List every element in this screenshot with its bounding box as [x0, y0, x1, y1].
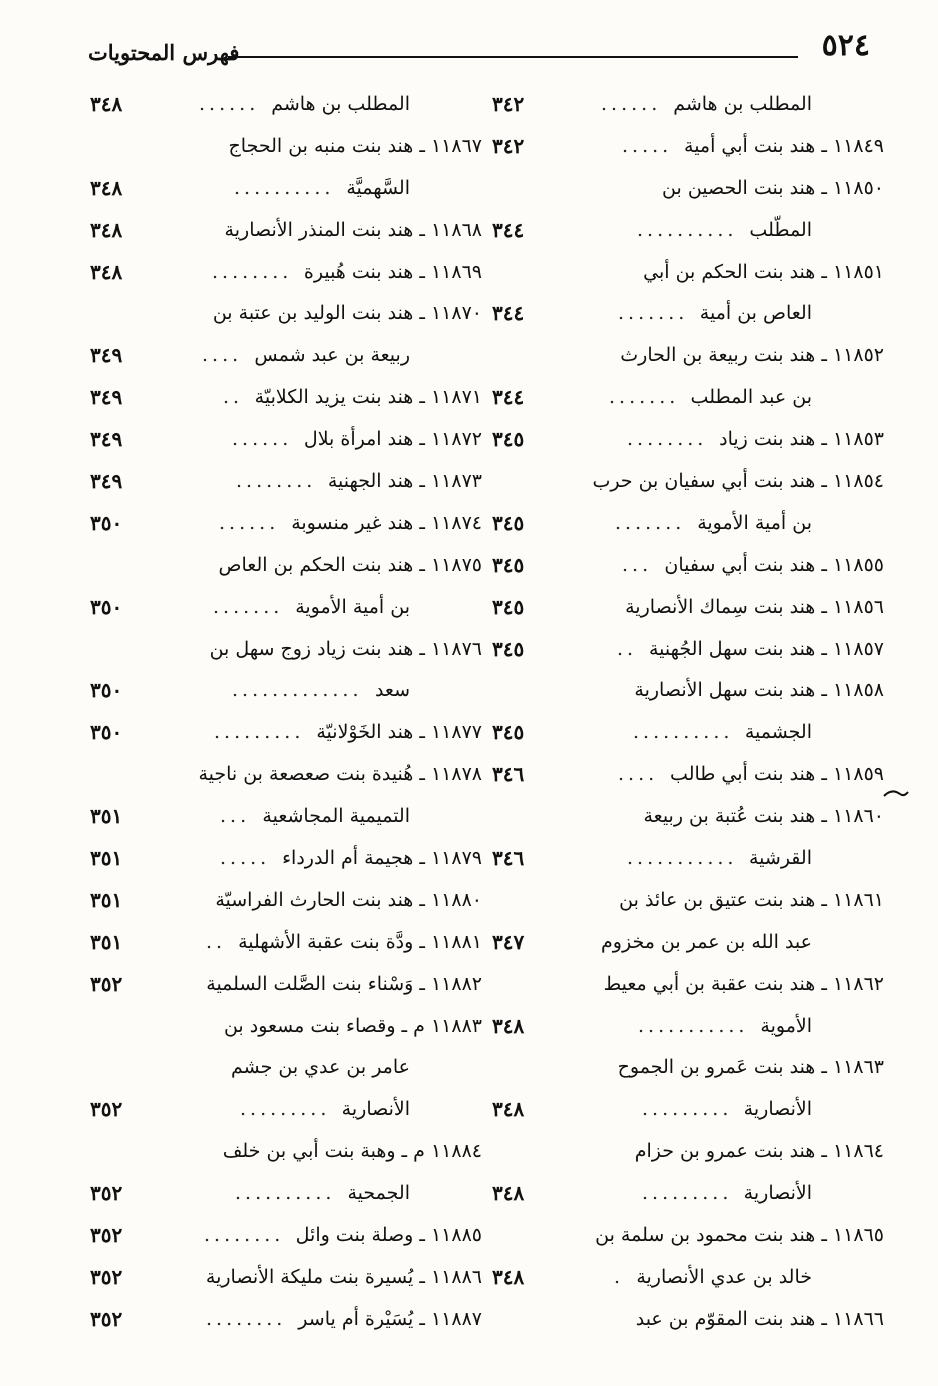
toc-entry-text: ١١٨٥٨ ـ هند بنت سهل الأنصارية: [634, 679, 884, 702]
toc-entry-text: الجشمية: [744, 721, 812, 744]
toc-leader-dots: ..: [206, 930, 227, 953]
toc-leader-dots: ...: [220, 805, 251, 828]
toc-entry: [90, 1173, 482, 1215]
toc-leader-dots: .: [614, 1265, 625, 1288]
toc-entry-text: ١١٨٧٢ ـ هند امرأة بلال: [303, 428, 482, 451]
page-title: فهرس المحتويات: [88, 40, 240, 65]
toc-page-number: ٣٥٠: [90, 678, 123, 703]
toc-entry-text: سعد: [374, 679, 410, 702]
toc-leader-dots: .........: [214, 721, 305, 744]
toc-entry-text: ١١٨٥٥ ـ هند بنت أبي سفيان: [664, 553, 884, 576]
toc-leader-dots: ...........: [638, 1014, 749, 1037]
toc-page-number: ٣٤٩: [90, 469, 123, 494]
toc-leader-dots: .........: [642, 1182, 733, 1205]
toc-entry: [90, 922, 482, 964]
toc-page-number: ٣٥١: [90, 846, 123, 871]
toc-entry-text: ربيعة بن عبد شمس: [254, 344, 410, 367]
toc-entry-text: المطلب بن هاشم: [673, 93, 812, 115]
toc-leader-dots: .............: [232, 679, 363, 702]
toc-page-number: ٣٤٥: [492, 720, 525, 745]
toc-leader-dots: ......: [199, 93, 260, 115]
toc-page-number: ٣٤٢: [492, 133, 525, 158]
toc-entry: [90, 1089, 482, 1131]
toc-entry-text: ١١٨٦٨ ـ هند بنت المنذر الأنصارية: [224, 218, 482, 241]
toc-entry: [492, 1257, 884, 1299]
toc-entry-text: الجمحية: [347, 1182, 410, 1205]
toc-entry: [492, 503, 884, 545]
toc-entry-text: ١١٨٥٠ ـ هند بنت الحصين بن: [662, 176, 884, 199]
toc-page-number: ٣٥١: [90, 804, 123, 829]
toc-page-number: ٣٤٨: [90, 92, 123, 116]
toc-entry-text: ١١٨٧٠ ـ هند بنت الوليد بن عتبة بن: [212, 302, 482, 325]
toc-entry: [492, 1131, 884, 1173]
toc-leader-dots: ........: [206, 1307, 287, 1330]
toc-entry: [90, 503, 482, 545]
toc-page-number: ٣٥١: [90, 929, 123, 954]
toc-entry: [90, 252, 482, 294]
toc-page-number: ٣٥٢: [90, 971, 123, 996]
toc-entry-text: ١١٨٦٩ ـ هند بنت هُبيرة: [303, 260, 482, 283]
toc-leader-dots: ....: [202, 344, 243, 367]
toc-entry-text: ١١٨٦٥ ـ هند بنت محمود بن سلمة بن: [595, 1224, 884, 1247]
toc-entry-text: ١١٨٨٢ ـ وَسْناء بنت الصَّلت السلمية: [206, 972, 482, 995]
toc-page-number: ٣٤٧: [492, 929, 525, 954]
toc-entry: [90, 1215, 482, 1257]
toc-entry: [90, 461, 482, 503]
toc-entry-text: ١١٨٧٥ ـ هند بنت الحكم بن العاص: [218, 553, 482, 576]
toc-page-number: ٣٤٩: [90, 427, 123, 452]
toc-entry: [90, 84, 482, 126]
toc-leader-dots: .......: [615, 511, 686, 534]
toc-leader-dots: ...........: [627, 847, 738, 870]
toc-entry-text: ١١٨٥٢ ـ هند بنت ربيعة بن الحارث: [620, 344, 884, 367]
toc-leader-dots: .....: [220, 847, 271, 870]
toc-entry: [90, 587, 482, 629]
toc-entry: [90, 168, 482, 210]
toc-entry-text: ١١٨٥٤ ـ هند بنت أبي سفيان بن حرب: [592, 470, 884, 493]
toc-entry-text: عامر بن عدي بن جشم: [231, 1056, 410, 1079]
toc-entry-text: المطلب بن هاشم: [271, 93, 410, 115]
toc-entry-text: ١١٨٤٩ ـ هند بنت أبي أمية: [684, 134, 884, 157]
page-header: [88, 28, 870, 72]
toc-leader-dots: ......: [219, 511, 280, 534]
toc-entry: [492, 670, 884, 712]
toc-leader-dots: ..........: [235, 1182, 336, 1205]
toc-entry: [492, 754, 884, 796]
toc-entry-text: ١١٨٦٠ ـ هند بنت عُتبة بن ربيعة: [643, 805, 884, 828]
toc-leader-dots: ........: [627, 428, 708, 451]
toc-page-number: ٣٤٩: [90, 385, 123, 410]
toc-leader-dots: ......: [601, 93, 662, 115]
toc-leader-dots: .........: [240, 1098, 331, 1121]
toc-entry-text: عبد الله بن عمر بن مخزوم: [601, 930, 812, 953]
toc-entry: [492, 629, 884, 671]
toc-leader-dots: .....: [622, 134, 673, 157]
toc-entry: [492, 1006, 884, 1048]
toc-leader-dots: ..........: [633, 721, 734, 744]
toc-page-number: ٣٥٢: [90, 1264, 123, 1289]
toc-leader-dots: ..........: [234, 176, 335, 199]
toc-entry: [90, 1257, 482, 1299]
toc-leader-dots: ........: [236, 470, 317, 493]
toc-entry-text: العاص بن أمية: [699, 302, 812, 325]
toc-page-number: ٣٥٢: [90, 1306, 123, 1331]
toc-entry: [492, 84, 884, 126]
toc-page-number: ٣٥٠: [90, 510, 123, 535]
toc-entry: [90, 545, 482, 587]
toc-entry: [492, 335, 884, 377]
toc-page-number: ٣٤٥: [492, 594, 525, 619]
toc-entry: [492, 126, 884, 168]
toc-entry: [90, 419, 482, 461]
toc-entry: [492, 1299, 884, 1341]
toc-entry-text: ١١٨٧٦ ـ هند بنت زياد زوج سهل بن: [209, 637, 482, 660]
toc-entry-text: القرشية: [748, 847, 812, 870]
toc-page-number: ٣٤٤: [492, 385, 525, 410]
toc-page-number: ٣٤٥: [492, 636, 525, 661]
toc-right-column: [492, 84, 884, 1341]
toc-leader-dots: .......: [609, 386, 680, 409]
toc-entry-text: ١١٨٦٢ ـ هند بنت عقبة بن أبي معيط: [603, 972, 884, 995]
toc-page-number: ٣٤٨: [492, 1181, 525, 1206]
toc-page-number: ٣٤٥: [492, 552, 525, 577]
toc-entry-text: ١١٨٨٠ ـ هند بنت الحارث الفراسيّة: [215, 888, 482, 911]
toc-entry: [90, 670, 482, 712]
toc-entry-text: بن أمية الأموية: [295, 595, 410, 618]
toc-entry: [492, 712, 884, 754]
toc-leader-dots: ..........: [637, 218, 738, 241]
toc-leader-dots: ..: [617, 637, 638, 660]
toc-entry: [90, 754, 482, 796]
toc-entry-text: ١١٨٧٣ ـ هند الجهنية: [327, 470, 482, 493]
toc-leader-dots: .........: [642, 1098, 733, 1121]
toc-entry-text: ١١٨٥٦ ـ هند بنت سِماك الأنصارية: [625, 595, 884, 618]
toc-entry-text: ١١٨٧١ ـ هند بنت يزيد الكلابيّة: [254, 386, 482, 409]
toc-leader-dots: ....: [618, 763, 659, 786]
toc-page-number: ٣٥٢: [90, 1223, 123, 1248]
toc-entry-text: الأموية: [760, 1014, 812, 1037]
toc-entry-text: ١١٨٨٧ ـ يُسَيْرة أم ياسر: [298, 1307, 482, 1330]
toc-entry: [90, 629, 482, 671]
toc-left-column: [90, 84, 482, 1341]
toc-page-number: ٣٤٢: [492, 92, 525, 116]
toc-entry: [492, 545, 884, 587]
toc-page-number: ٣٤٨: [492, 1097, 525, 1122]
toc-entry: [492, 1215, 884, 1257]
toc-entry: [492, 1173, 884, 1215]
toc-entry-text: ١١٨٧٤ ـ هند غير منسوبة: [291, 511, 482, 534]
toc-entry-text: ١١٨٧٩ ـ هجيمة أم الدرداء: [282, 847, 482, 870]
toc-page-number: ٣٤٩: [90, 343, 123, 368]
toc-entry-text: المطّلب: [749, 218, 812, 241]
toc-entry: [90, 1047, 482, 1089]
toc-page-number: ٣٥٢: [90, 1181, 123, 1206]
toc-entry-text: ١١٨٥٩ ـ هند بنت أبي طالب: [670, 763, 884, 786]
toc-entry: [492, 377, 884, 419]
toc-entry: [90, 335, 482, 377]
toc-entry-text: ١١٨٧٨ ـ هُنيدة بنت صعصعة بن ناجية: [198, 763, 482, 786]
toc-entry: [492, 880, 884, 922]
toc-entry: [492, 1047, 884, 1089]
toc-leader-dots: ........: [204, 1224, 285, 1247]
toc-page-number: ٣٤٦: [492, 846, 525, 871]
toc-entry: [90, 880, 482, 922]
toc-entry-text: ١١٨٦٧ ـ هند بنت منبه بن الحجاج: [228, 134, 482, 157]
toc-entry: [492, 922, 884, 964]
toc-page-number: ٣٤٥: [492, 427, 525, 452]
toc-entry: [492, 461, 884, 503]
toc-entry-text: ١١٨٨٤ م ـ وهبة بنت أبي بن خلف: [222, 1140, 482, 1163]
page-number: ٥٢٤: [821, 28, 870, 63]
toc-entry: [90, 210, 482, 252]
toc-entry-text: بن عبد المطلب: [690, 386, 812, 409]
toc-entry: [492, 252, 884, 294]
margin-check-mark-icon: [882, 784, 922, 804]
toc-entry-text: السَّهميَّة: [346, 176, 410, 199]
toc-leader-dots: .......: [618, 302, 689, 325]
toc-entry: [492, 210, 884, 252]
toc-entry-text: ١١٨٦٦ ـ هند بنت المقوّم بن عبد: [635, 1307, 884, 1330]
toc-entry-text: ١١٨٦٤ ـ هند بنت عمرو بن حزام: [634, 1140, 884, 1163]
toc-entry-text: الأنصارية: [341, 1098, 410, 1121]
toc-leader-dots: ........: [212, 260, 293, 283]
toc-entry-text: ١١٨٥١ ـ هند بنت الحكم بن أبي: [643, 260, 884, 283]
toc-page-number: ٣٤٤: [492, 301, 525, 326]
toc-entry: [492, 796, 884, 838]
toc-entry: [492, 168, 884, 210]
toc-page-number: ٣٤٨: [90, 259, 123, 284]
header-rule: [228, 56, 798, 58]
toc-entry-text: ١١٨٨١ ـ ودَّة بنت عقبة الأشهلية: [238, 930, 482, 953]
toc-entry: [90, 1299, 482, 1341]
toc-entry-text: ١١٨٧٧ ـ هند الخَوْلانيّة: [316, 721, 482, 744]
toc-page-number: ٣٥٠: [90, 594, 123, 619]
toc-entry-text: التميمية المجاشعية: [262, 805, 410, 828]
toc-entry: [492, 587, 884, 629]
toc-page-number: ٣٥٠: [90, 720, 123, 745]
toc-page-number: ٣٤٨: [492, 1013, 525, 1038]
toc-entry-text: ١١٨٨٣ م ـ وقصاء بنت مسعود بن: [223, 1014, 482, 1037]
toc-entry-text: خالد بن عدي الأنصارية: [636, 1265, 812, 1288]
toc-page-number: ٣٤٥: [492, 510, 525, 535]
toc-entry: [90, 838, 482, 880]
toc-entry-text: الأنصارية: [743, 1098, 812, 1121]
toc-entry-text: ١١٨٨٥ ـ وصلة بنت وائل: [295, 1224, 482, 1247]
toc-page-number: ٣٤٦: [492, 762, 525, 787]
toc-entry-text: ١١٨٥٣ ـ هند بنت زياد: [719, 428, 884, 451]
toc-entry: [492, 293, 884, 335]
toc-entry-text: ١١٨٦١ ـ هند بنت عتيق بن عائذ بن: [619, 888, 884, 911]
toc-page-number: ٣٤٤: [492, 217, 525, 242]
toc-entry: [90, 1131, 482, 1173]
toc-entry: [90, 377, 482, 419]
toc-leader-dots: ..: [223, 386, 244, 409]
toc-entry-text: ١١٨٦٣ ـ هند بنت عَمرو بن الجموح: [617, 1056, 884, 1079]
toc-entry: [492, 1089, 884, 1131]
toc-leader-dots: ...: [622, 553, 653, 576]
toc-entry: [90, 712, 482, 754]
toc-leader-dots: ......: [232, 428, 293, 451]
toc-leader-dots: .......: [213, 595, 284, 618]
toc-entry-text: بن أمية الأموية: [697, 511, 812, 534]
toc-entry-text: ١١٨٨٦ ـ يُسيرة بنت مليكة الأنصارية: [205, 1265, 482, 1288]
toc-page-number: ٣٤٨: [90, 217, 123, 242]
toc-entry-text: الأنصارية: [743, 1182, 812, 1205]
toc-entry: [492, 964, 884, 1006]
toc-entry: [492, 419, 884, 461]
toc-page-number: ٣٥١: [90, 887, 123, 912]
toc-entry: [90, 964, 482, 1006]
toc-entry-text: ١١٨٥٧ ـ هند بنت سهل الجُهنية: [648, 637, 884, 660]
toc-entry: [90, 126, 482, 168]
toc-entry: [90, 796, 482, 838]
toc-entry: [90, 293, 482, 335]
toc-entry: [492, 838, 884, 880]
toc-page-number: ٣٤٨: [90, 175, 123, 200]
toc-page-number: ٣٥٢: [90, 1097, 123, 1122]
toc-entry: [90, 1006, 482, 1048]
toc-page-number: ٣٤٨: [492, 1264, 525, 1289]
